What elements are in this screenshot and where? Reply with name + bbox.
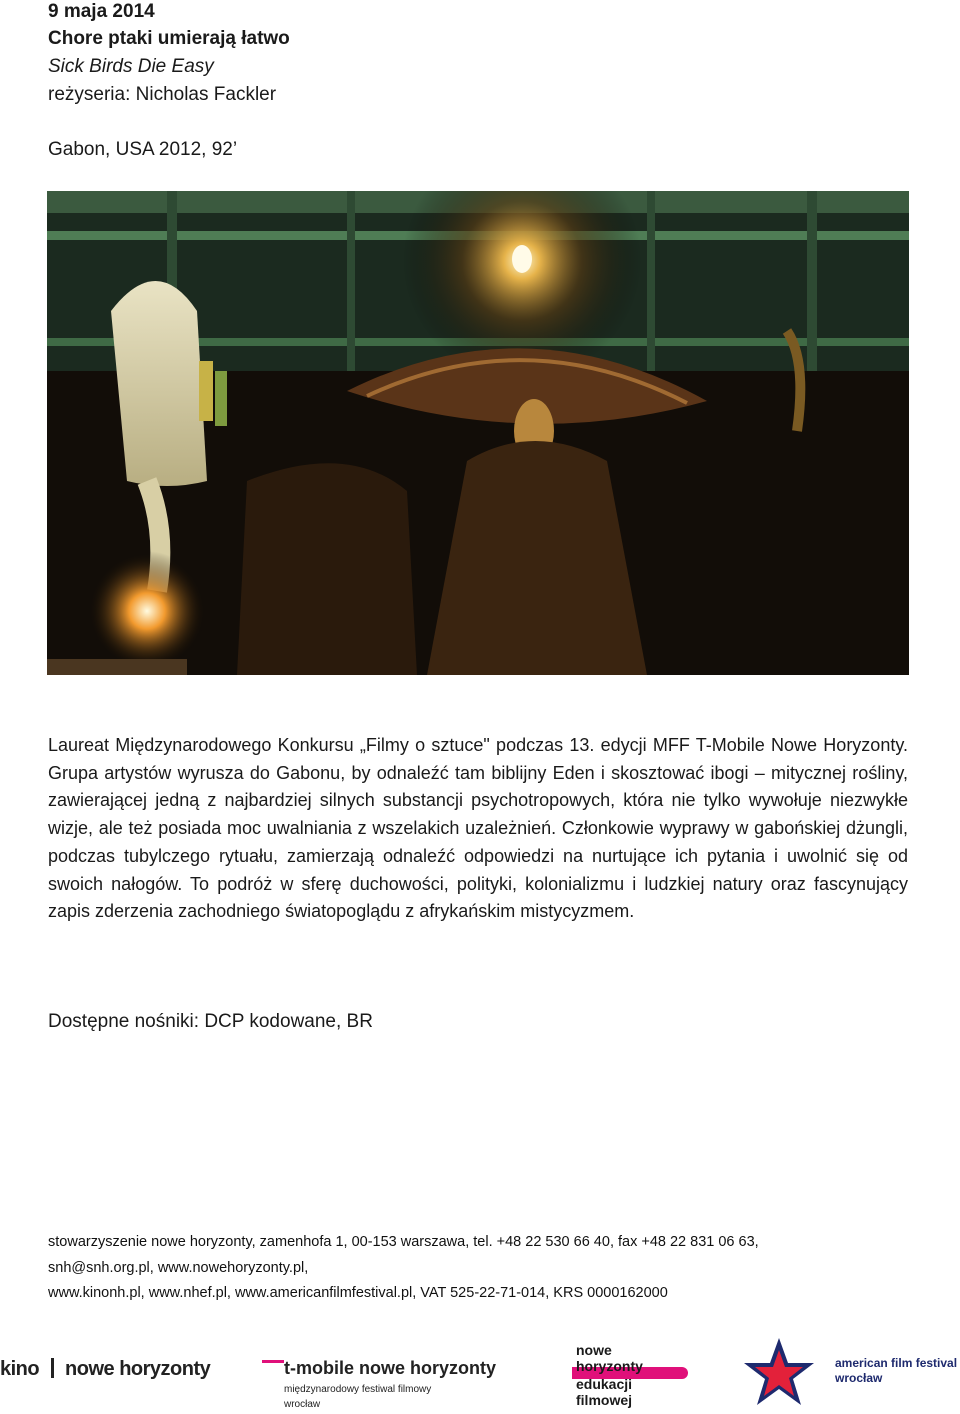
- tmobile-accent-bar: [262, 1360, 284, 1363]
- film-title-en: Sick Birds Die Easy: [48, 56, 214, 77]
- edukacja-line-3: edukacji: [576, 1376, 633, 1392]
- american-film-festival-logo: [835, 1356, 960, 1390]
- logo-divider: [51, 1358, 54, 1378]
- aff-star-icon: [742, 1336, 816, 1408]
- address-line-3: www.kinonh.pl, www.nhef.pl, www.americanfilmfestival.pl, VAT 525-22-71-014, KRS 0000162000: [48, 1285, 668, 1301]
- film-still-photo: [47, 191, 909, 675]
- nowe-horyzonty-edukacji-logo: [572, 1342, 692, 1410]
- tmobile-logo-city: wrocław: [284, 1399, 321, 1410]
- kino-nowe-horyzonty-logo: [0, 1358, 210, 1384]
- available-media: Dostępne nośniki: DCP kodowane, BR: [48, 1011, 373, 1032]
- tmobile-nowe-horyzonty-logo: [262, 1354, 532, 1414]
- release-date: 9 maja 2014: [48, 1, 155, 22]
- aff-logo-city: wrocław: [835, 1371, 883, 1385]
- production-info: Gabon, USA 2012, 92’: [48, 139, 238, 160]
- film-title-pl: Chore ptaki umierają łatwo: [48, 28, 290, 49]
- edukacja-line-2: horyzonty: [576, 1358, 643, 1374]
- director: reżyseria: Nicholas Fackler: [48, 84, 277, 105]
- edukacja-line-1: nowe: [576, 1342, 612, 1358]
- tmobile-logo-title: t-mobile nowe horyzonty: [284, 1358, 497, 1378]
- tmobile-logo-subtitle: międzynarodowy festiwal filmowy: [284, 1384, 432, 1395]
- film-description: Laureat Międzynarodowego Konkursu „Filmy o sztuce" podczas 13. edycji MFF T-Mobile Nowe Horyzonty. Grupa artystów wyrusza do Gabonu, by odnaleźć tam biblijny Eden i skosztować ibogi – mitycznej rośliny, zawierającej jedną z najbardziej silnych substancji psychotropowych, która nie tylko wywołuje niezwykłe wizje, ale też posiada moc uwalniania z wszelakich uzależnień. Członkowie wyprawy w gabońskiej dżungli, podczas tubylczego rytuału, zamierzają odnaleźć odpowiedzi na nurtujące ich pytania i uwolnić się od swoich nałogów. To podróż w sferę duchowości, polityki, kolonializmu i ludzkiej natury oraz fascynujący zapis zderzenia zachodniego światopoglądu z afrykańskim mistycyzmem.: [48, 735, 908, 922]
- address-line-1: stowarzyszenie nowe horyzonty, zamenhofa 1, 00-153 warszawa, tel. +48 22 530 66 40, fax +48 22 831 06 63,: [48, 1234, 759, 1250]
- edukacja-line-4: filmowej: [576, 1392, 633, 1408]
- aff-logo-title: american film festival: [835, 1356, 958, 1370]
- nowe-horyzonty-logo-text: nowe horyzonty: [65, 1358, 211, 1380]
- address-line-2: snh@snh.org.pl, www.nowehoryzonty.pl,: [48, 1260, 309, 1276]
- kino-logo-text: kino: [0, 1358, 40, 1380]
